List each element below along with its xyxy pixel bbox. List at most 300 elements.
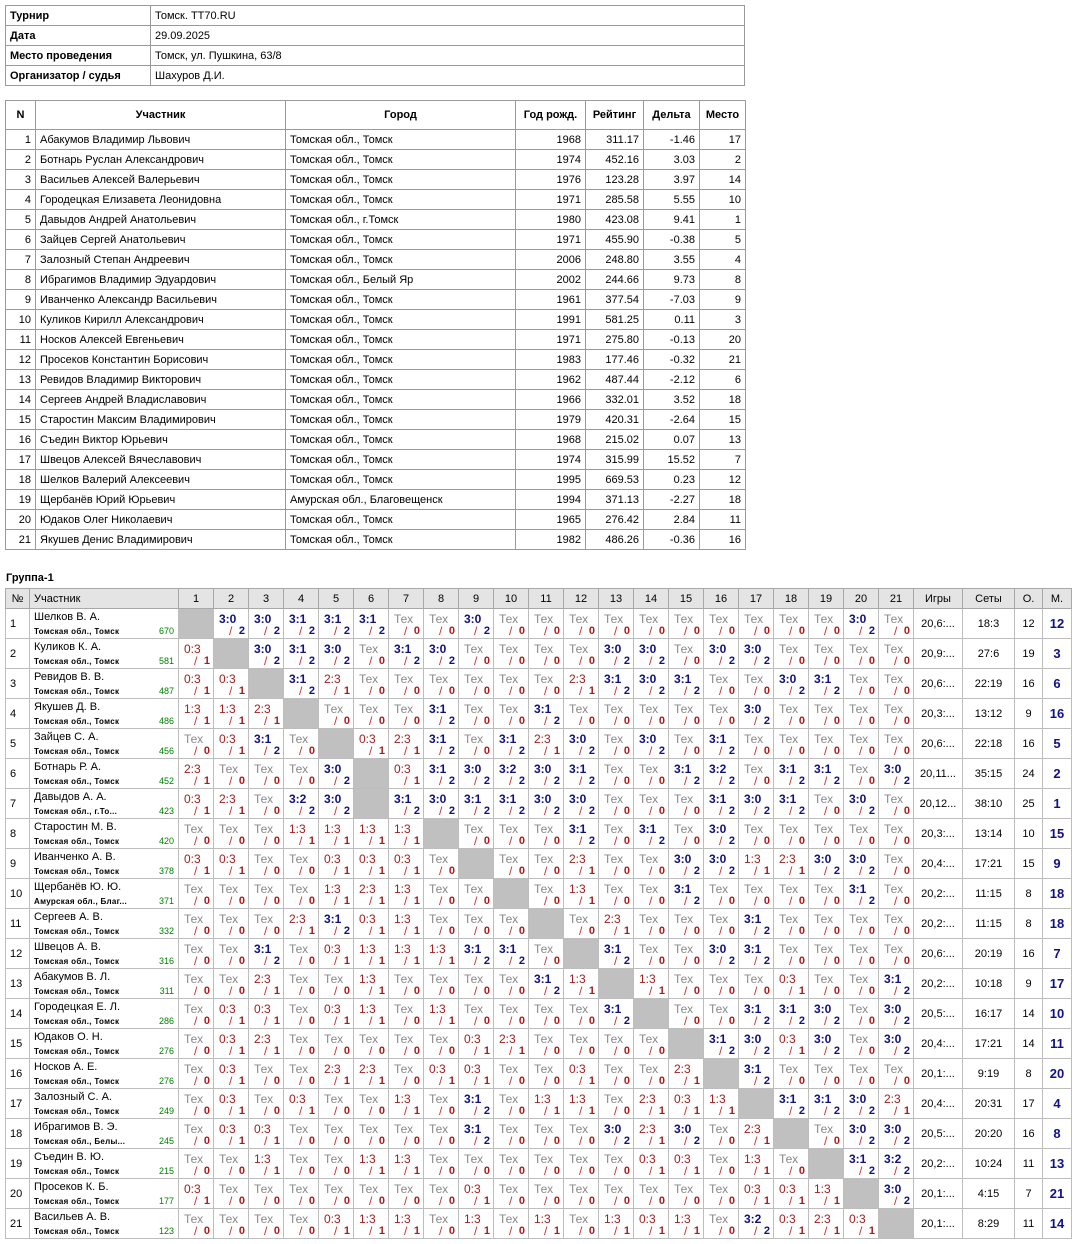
grid-result-cell [599, 1179, 634, 1209]
result-points: 0 [483, 895, 490, 907]
grid-row [6, 609, 1072, 639]
grid-player-city: Томская обл., Томск [34, 1077, 120, 1086]
grid-result-cell [214, 909, 249, 939]
grid-result-cell [844, 939, 879, 969]
result-score: Тех [849, 972, 869, 986]
participant-cell: 177.46 [586, 350, 644, 370]
result-points: 0 [553, 1165, 560, 1177]
result-score: 0:3 [779, 1212, 796, 1226]
result-score: 0:3 [394, 852, 411, 866]
result-slash: / [859, 624, 863, 638]
result-score: Тех [184, 732, 204, 746]
result-slash: / [824, 774, 828, 788]
grid-result-cell [809, 759, 844, 789]
grid-result-cell [494, 789, 529, 819]
result-slash: / [509, 714, 513, 728]
result-slash: / [614, 1014, 618, 1028]
result-points: 0 [518, 1195, 525, 1207]
grid-games: 20,6:... [914, 729, 963, 759]
result-points: 0 [833, 925, 840, 937]
grid-diagonal-cell [669, 1029, 704, 1059]
grid-result-cell [389, 1209, 424, 1239]
grid-result-cell [774, 879, 809, 909]
grid-result-cell [284, 1179, 319, 1209]
participants-header: Рейтинг [586, 101, 644, 130]
result-points: 0 [518, 985, 525, 997]
grid-row-num: 10 [6, 879, 30, 909]
grid-result-cell [564, 1179, 599, 1209]
grid-result-cell [844, 879, 879, 909]
result-slash: / [229, 1194, 233, 1208]
result-score: Тех [499, 1182, 519, 1196]
result-points: 0 [483, 745, 490, 757]
result-points: 1 [588, 1075, 595, 1087]
result-score: Тех [464, 912, 484, 926]
result-slash: / [754, 1014, 758, 1028]
grid-result-cell [809, 1119, 844, 1149]
result-score: 2:3 [814, 1212, 831, 1226]
result-points: 0 [658, 1075, 665, 1087]
result-points: 0 [308, 1165, 315, 1177]
result-slash: / [824, 894, 828, 908]
result-score: 0:3 [639, 1212, 656, 1226]
result-points: 1 [693, 1225, 700, 1237]
result-score: 3:1 [674, 762, 692, 776]
result-points: 0 [623, 1105, 630, 1117]
grid-result-cell [669, 1089, 704, 1119]
result-points: 0 [693, 835, 700, 847]
grid-result-cell [529, 639, 564, 669]
result-points: 0 [833, 955, 840, 967]
grid-result-cell [389, 909, 424, 939]
result-slash: / [404, 744, 408, 758]
result-score: 0:3 [779, 972, 796, 986]
result-points: 0 [308, 865, 315, 877]
result-score: 1:3 [744, 852, 761, 866]
result-points: 1 [238, 865, 245, 877]
result-score: 3:1 [744, 942, 762, 956]
result-slash: / [194, 714, 198, 728]
result-score: 3:0 [674, 1122, 692, 1136]
result-score: 1:3 [394, 822, 411, 836]
participant-cell: 1 [700, 210, 746, 230]
result-slash: / [544, 624, 548, 638]
result-score: 2:3 [604, 912, 621, 926]
grid-games: 20,2:... [914, 1149, 963, 1179]
result-points: 0 [588, 1015, 595, 1027]
participant-cell: 1976 [516, 170, 586, 190]
result-slash: / [614, 1164, 618, 1178]
result-slash: / [754, 684, 758, 698]
grid-result-cell [704, 849, 739, 879]
grid-result-cell [354, 669, 389, 699]
result-score: Тех [429, 912, 449, 926]
result-score: Тех [569, 642, 589, 656]
result-points: 0 [903, 805, 910, 817]
result-points: 0 [518, 1165, 525, 1177]
grid-result-cell [669, 1179, 704, 1209]
grid-row [6, 699, 1072, 729]
grid-result-cell [669, 879, 704, 909]
result-score: 1:3 [394, 882, 411, 896]
result-score: 3:1 [429, 762, 447, 776]
result-slash: / [544, 774, 548, 788]
grid-result-cell [704, 1179, 739, 1209]
result-score: 3:2 [289, 792, 307, 806]
result-slash: / [229, 1134, 233, 1148]
result-score: Тех [254, 1212, 274, 1226]
result-slash: / [264, 894, 268, 908]
result-score: Тех [674, 642, 694, 656]
grid-result-cell [424, 759, 459, 789]
grid-result-cell [704, 729, 739, 759]
result-points: 2 [483, 955, 490, 967]
result-points: 2 [868, 1165, 875, 1177]
result-points: 2 [623, 1015, 630, 1027]
grid-place: 1 [1043, 789, 1072, 819]
grid-result-cell [424, 879, 459, 909]
result-slash: / [439, 714, 443, 728]
participant-row [6, 350, 746, 370]
result-score: Тех [884, 792, 904, 806]
result-points: 0 [448, 1045, 455, 1057]
result-slash: / [299, 684, 303, 698]
result-score: 3:0 [709, 642, 727, 656]
result-points: 2 [728, 775, 735, 787]
grid-result-cell [844, 819, 879, 849]
result-score: Тех [394, 1062, 414, 1076]
grid-result-cell [459, 639, 494, 669]
grid-header-games: Игры [914, 589, 963, 609]
grid-result-cell [354, 1089, 389, 1119]
result-slash: / [789, 1194, 793, 1208]
grid-result-cell [459, 1179, 494, 1209]
grid-player-rating: 670 [158, 626, 174, 636]
grid-player-cell [30, 699, 179, 729]
participant-cell: Томская обл., Томск [286, 430, 516, 450]
grid-points: 11 [1015, 1149, 1043, 1179]
grid-player-name: Ибрагимов В. Э. [34, 1121, 118, 1133]
result-slash: / [334, 1164, 338, 1178]
grid-row-num: 12 [6, 939, 30, 969]
result-score: 1:3 [359, 822, 376, 836]
result-score: 0:3 [219, 1032, 236, 1046]
result-score: Тех [254, 1092, 274, 1106]
result-points: 0 [378, 1135, 385, 1147]
result-score: Тех [779, 1152, 799, 1166]
result-slash: / [649, 654, 653, 668]
grid-result-cell [739, 729, 774, 759]
grid-player-cell [30, 1059, 179, 1089]
result-slash: / [404, 684, 408, 698]
result-score: 3:1 [814, 672, 832, 686]
participant-cell: Томская обл., Томск [286, 370, 516, 390]
result-points: 1 [588, 685, 595, 697]
result-slash: / [474, 924, 478, 938]
result-score: Тех [429, 1092, 449, 1106]
grid-result-cell [284, 819, 319, 849]
grid-row [6, 639, 1072, 669]
grid-player-cell [30, 999, 179, 1029]
grid-result-cell [774, 609, 809, 639]
result-points: 0 [623, 865, 630, 877]
participants-table [5, 100, 746, 550]
result-slash: / [824, 624, 828, 638]
result-slash: / [859, 1014, 863, 1028]
result-score: Тех [744, 672, 764, 686]
result-slash: / [474, 804, 478, 818]
grid-player-city: Томская обл., Томск [34, 1197, 120, 1206]
grid-result-cell [529, 1149, 564, 1179]
result-slash: / [789, 864, 793, 878]
result-slash: / [439, 1104, 443, 1118]
grid-result-cell [634, 729, 669, 759]
result-points: 2 [763, 955, 770, 967]
grid-header-col: 8 [424, 589, 459, 609]
result-score: Тех [324, 1092, 344, 1106]
result-score: 1:3 [394, 1152, 411, 1166]
grid-result-cell [424, 1209, 459, 1239]
result-slash: / [404, 654, 408, 668]
grid-place: 14 [1043, 1209, 1072, 1239]
result-slash: / [369, 1224, 373, 1238]
grid-sets: 9:19 [963, 1059, 1015, 1089]
result-score: Тех [289, 732, 309, 746]
grid-header-place: М. [1043, 589, 1072, 609]
result-score: Тех [534, 672, 554, 686]
result-score: 3:0 [324, 792, 342, 806]
result-score: Тех [429, 672, 449, 686]
grid-result-cell [319, 909, 354, 939]
result-points: 2 [308, 625, 315, 637]
result-score: 3:1 [394, 792, 412, 806]
result-score: 1:3 [744, 1152, 761, 1166]
result-score: Тех [744, 822, 764, 836]
result-slash: / [579, 714, 583, 728]
result-slash: / [369, 1194, 373, 1208]
result-slash: / [859, 834, 863, 848]
grid-points: 8 [1015, 1059, 1043, 1089]
result-score: 0:3 [359, 852, 376, 866]
result-slash: / [824, 924, 828, 938]
result-slash: / [299, 954, 303, 968]
participant-cell: 1968 [516, 130, 586, 150]
result-slash: / [264, 774, 268, 788]
grid-result-cell [529, 669, 564, 699]
result-slash: / [614, 1044, 618, 1058]
result-slash: / [264, 834, 268, 848]
result-points: 0 [238, 1195, 245, 1207]
result-points: 0 [378, 1195, 385, 1207]
grid-result-cell [844, 1149, 879, 1179]
result-score: Тех [849, 1002, 869, 1016]
result-slash: / [649, 1104, 653, 1118]
grid-result-cell [354, 699, 389, 729]
result-score: 1:3 [359, 1002, 376, 1016]
result-slash: / [369, 1014, 373, 1028]
participant-cell: 10 [6, 310, 36, 330]
participant-cell: 315.99 [586, 450, 644, 470]
result-slash: / [229, 954, 233, 968]
result-points: 1 [413, 865, 420, 877]
result-score: Тех [604, 882, 624, 896]
grid-result-cell [599, 639, 634, 669]
grid-result-cell [494, 939, 529, 969]
result-points: 1 [588, 865, 595, 877]
grid-player-cell [30, 639, 179, 669]
result-score: Тех [639, 762, 659, 776]
result-points: 2 [588, 805, 595, 817]
grid-result-cell [529, 729, 564, 759]
grid-result-cell [389, 1059, 424, 1089]
result-points: 0 [833, 835, 840, 847]
result-points: 0 [903, 715, 910, 727]
result-score: Тех [219, 942, 239, 956]
result-slash: / [789, 1074, 793, 1088]
result-slash: / [859, 654, 863, 668]
result-slash: / [544, 804, 548, 818]
result-slash: / [509, 1194, 513, 1208]
grid-points: 15 [1015, 849, 1043, 879]
result-score: Тех [359, 642, 379, 656]
result-score: Тех [499, 702, 519, 716]
result-slash: / [369, 744, 373, 758]
result-slash: / [614, 954, 618, 968]
result-slash: / [754, 654, 758, 668]
participant-cell: -1.46 [644, 130, 700, 150]
result-points: 0 [203, 1135, 210, 1147]
result-points: 0 [518, 1015, 525, 1027]
result-slash: / [334, 624, 338, 638]
result-score: Тех [534, 1002, 554, 1016]
result-slash: / [509, 834, 513, 848]
grid-result-cell [354, 999, 389, 1029]
grid-result-cell [844, 849, 879, 879]
result-slash: / [369, 894, 373, 908]
grid-player-city: Томская обл., Белы... [34, 1137, 126, 1146]
result-slash: / [894, 744, 898, 758]
result-score: 3:0 [814, 852, 832, 866]
result-slash: / [299, 1074, 303, 1088]
result-slash: / [404, 924, 408, 938]
result-points: 1 [203, 715, 210, 727]
grid-result-cell [354, 609, 389, 639]
result-points: 1 [623, 1225, 630, 1237]
result-points: 1 [238, 1105, 245, 1117]
result-score: Тех [674, 612, 694, 626]
grid-result-cell [599, 849, 634, 879]
result-slash: / [404, 1074, 408, 1088]
result-slash: / [194, 1194, 198, 1208]
result-points: 0 [553, 955, 560, 967]
grid-row [6, 849, 1072, 879]
grid-row [6, 999, 1072, 1029]
grid-games: 20,1:... [914, 1179, 963, 1209]
grid-header-col: 20 [844, 589, 879, 609]
result-points: 0 [728, 1165, 735, 1177]
grid-result-cell [179, 1089, 214, 1119]
info-value: Шахуров Д.И. [151, 66, 745, 86]
result-score: 3:0 [464, 762, 482, 776]
result-slash: / [404, 894, 408, 908]
grid-result-cell [879, 1089, 914, 1119]
grid-result-cell [844, 1089, 879, 1119]
grid-result-cell [704, 1089, 739, 1119]
grid-result-cell [249, 789, 284, 819]
result-score: 3:1 [744, 1062, 762, 1076]
result-slash: / [684, 1104, 688, 1118]
result-slash: / [754, 804, 758, 818]
result-points: 0 [623, 1075, 630, 1087]
result-slash: / [754, 1194, 758, 1208]
grid-points: 12 [1015, 609, 1043, 639]
result-points: 0 [658, 865, 665, 877]
result-slash: / [684, 804, 688, 818]
result-slash: / [719, 894, 723, 908]
result-slash: / [894, 834, 898, 848]
grid-player-city: Томская обл., Томск [34, 627, 120, 636]
result-slash: / [474, 774, 478, 788]
result-score: 3:0 [744, 642, 762, 656]
result-score: Тех [254, 762, 274, 776]
participant-cell: -2.27 [644, 490, 700, 510]
grid-result-cell [284, 609, 319, 639]
result-score: 3:1 [674, 882, 692, 896]
grid-result-cell [879, 609, 914, 639]
result-slash: / [439, 1194, 443, 1208]
result-points: 0 [553, 835, 560, 847]
grid-games: 20,5:... [914, 1119, 963, 1149]
grid-result-cell [739, 879, 774, 909]
result-score: 3:1 [289, 672, 307, 686]
result-score: 3:1 [884, 972, 902, 986]
grid-place: 6 [1043, 669, 1072, 699]
result-points: 2 [903, 1045, 910, 1057]
info-label: Дата [6, 26, 151, 46]
grid-sets: 17:21 [963, 849, 1015, 879]
grid-result-cell [284, 849, 319, 879]
grid-header-col: 16 [704, 589, 739, 609]
result-points: 1 [343, 835, 350, 847]
result-points: 2 [483, 625, 490, 637]
result-points: 0 [623, 625, 630, 637]
grid-result-cell [599, 609, 634, 639]
grid-result-cell [774, 849, 809, 879]
grid-sets: 22:19 [963, 669, 1015, 699]
grid-player-cell [30, 789, 179, 819]
result-points: 2 [623, 955, 630, 967]
result-slash: / [299, 774, 303, 788]
result-points: 1 [798, 865, 805, 877]
result-score: Тех [849, 702, 869, 716]
participants-header: Год рожд. [516, 101, 586, 130]
participant-cell: 16 [700, 530, 746, 550]
grid-result-cell [564, 699, 599, 729]
result-points: 2 [763, 925, 770, 937]
result-points: 0 [553, 895, 560, 907]
result-score: Тех [534, 852, 554, 866]
result-points: 1 [203, 655, 210, 667]
grid-result-cell [634, 819, 669, 849]
grid-result-cell [459, 909, 494, 939]
result-points: 2 [868, 865, 875, 877]
result-score: 2:3 [184, 762, 201, 776]
result-score: Тех [884, 942, 904, 956]
result-slash: / [684, 954, 688, 968]
grid-result-cell [459, 1149, 494, 1179]
result-score: Тех [429, 852, 449, 866]
result-score: 3:0 [604, 642, 622, 656]
